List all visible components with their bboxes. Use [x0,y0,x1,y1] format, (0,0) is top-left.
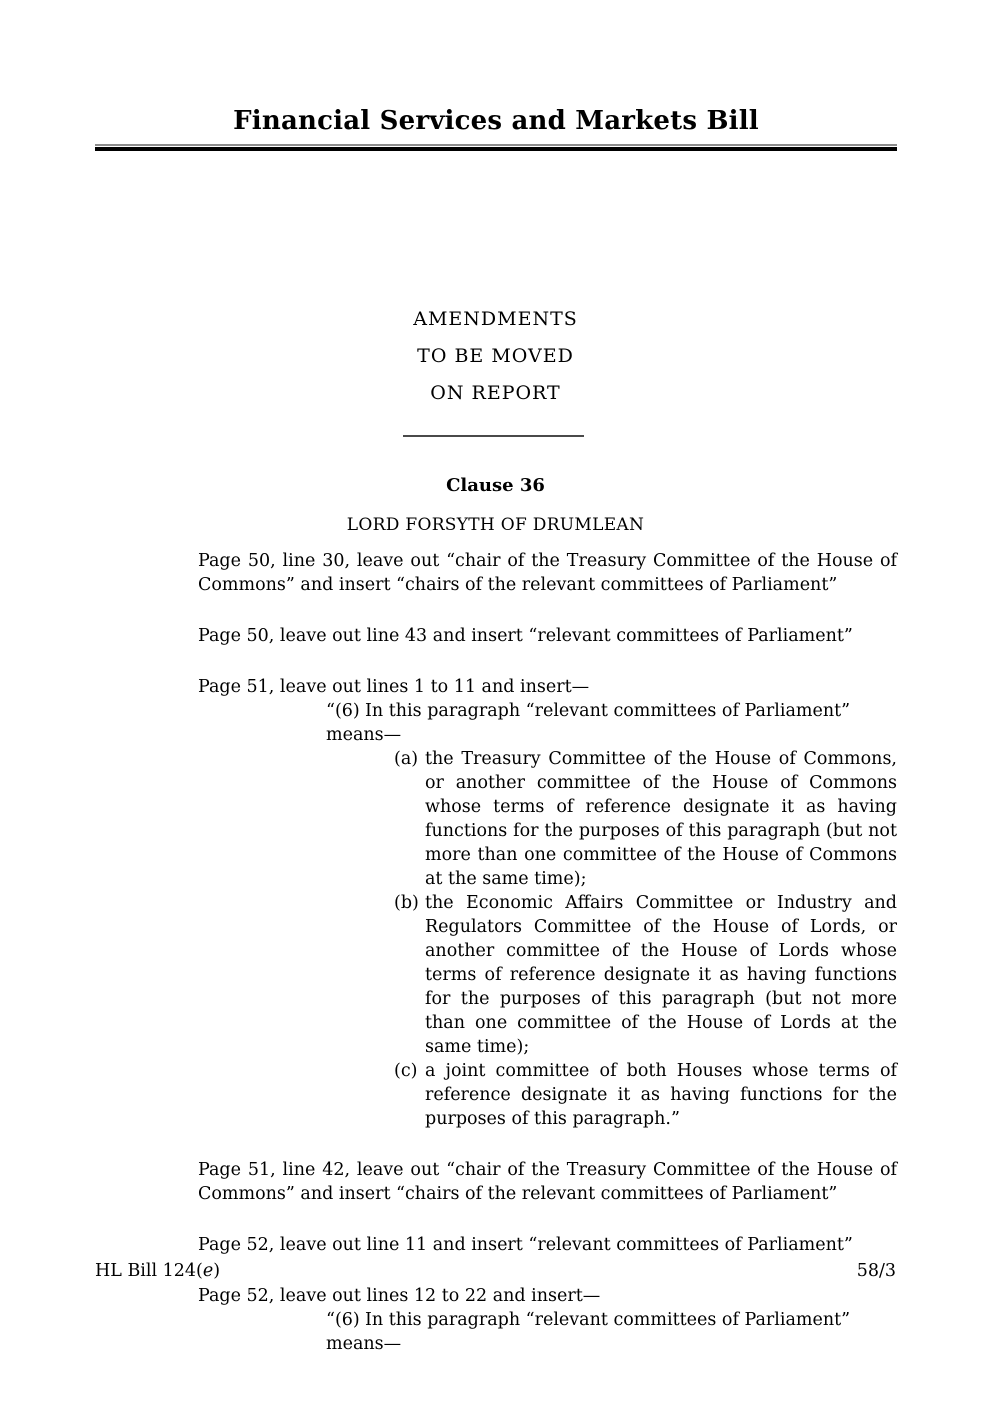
amendment-3-text: Page 51, leave out lines 1 to 11 and insert— [198,677,590,697]
amendment-6 [198,1284,897,1356]
bill-reference-suffix: ) [213,1261,221,1281]
subsection-text: In this paragraph “relevant committees of Parliament” means— [326,701,851,745]
clause-heading: Clause 36 [446,475,545,496]
amendment-6-text: Page 52, leave out lines 12 to 22 and insert— [198,1286,601,1306]
page-title: Financial Services and Markets Bill [233,106,759,136]
amendment-3-inserted-subsection [198,699,897,747]
item-c-label: (c) [394,1061,418,1081]
amendment-3-item-c [394,1059,897,1131]
amendment-3-item-b [394,891,897,1059]
marshal-heading [0,301,991,412]
subsection-label: “(6) [326,1310,360,1330]
item-a-text: the Treasury Committee of the House of Commons, or another committee of the House of Commons whose terms of reference designate it as having functions for the purposes of this paragraph (but not more than one committee of the House of Commons at the same time); [425,749,897,889]
amendment-5-text: Page 52, leave out line 11 and insert “relevant committees of Parliament” [198,1235,853,1255]
bill-reference-edition-letter: e [202,1261,214,1281]
amendment-4-text: Page 51, line 42, leave out “chair of the Treasury Committee of the House of Commons” and insert “chairs of the relevant committees of Parliament” [198,1160,897,1204]
section-divider [403,435,584,437]
marshal-line-2: TO BE MOVED [417,345,574,367]
mover-name: LORD FORSYTH OF DRUMLEAN [346,515,645,535]
subsection-text: In this paragraph “relevant committees of Parliament” means— [326,1310,851,1354]
amendment-1 [198,549,897,597]
amendment-5 [198,1233,897,1257]
amendment-2-text: Page 50, leave out line 43 and insert “relevant committees of Parliament” [198,626,853,646]
item-a-label: (a) [394,749,419,769]
page-reference: 58/3 [856,1261,896,1281]
amendment-3 [198,675,897,1131]
amendment-4 [198,1158,897,1206]
amendment-2 [198,624,897,648]
bill-reference-prefix: HL Bill 124( [95,1261,203,1281]
item-b-label: (b) [394,893,419,913]
item-c-text: a joint committee of both Houses whose terms of reference designate it as having functions for the purposes of this paragraph.” [425,1061,897,1129]
bill-reference [95,1261,220,1281]
title-rule [95,144,897,152]
marshal-line-3: ON REPORT [430,382,561,404]
amendment-6-inserted-subsection [198,1308,897,1356]
item-b-text: the Economic Affairs Committee or Industry and Regulators Committee of the House of Lords, or another committee of the House of Lords whose terms of reference designate it as having functions for the purposes of this paragraph (but not more than one committee of the House of Lords at the same time); [425,893,897,1057]
amendment-1-text: Page 50, line 30, leave out “chair of the Treasury Committee of the House of Commons” and insert “chairs of the relevant committees of Parliament” [198,551,897,595]
subsection-label: “(6) [326,701,360,721]
amendment-3-item-a [394,747,897,891]
marshal-line-1: AMENDMENTS [413,308,578,330]
amendments-list [198,549,897,1383]
